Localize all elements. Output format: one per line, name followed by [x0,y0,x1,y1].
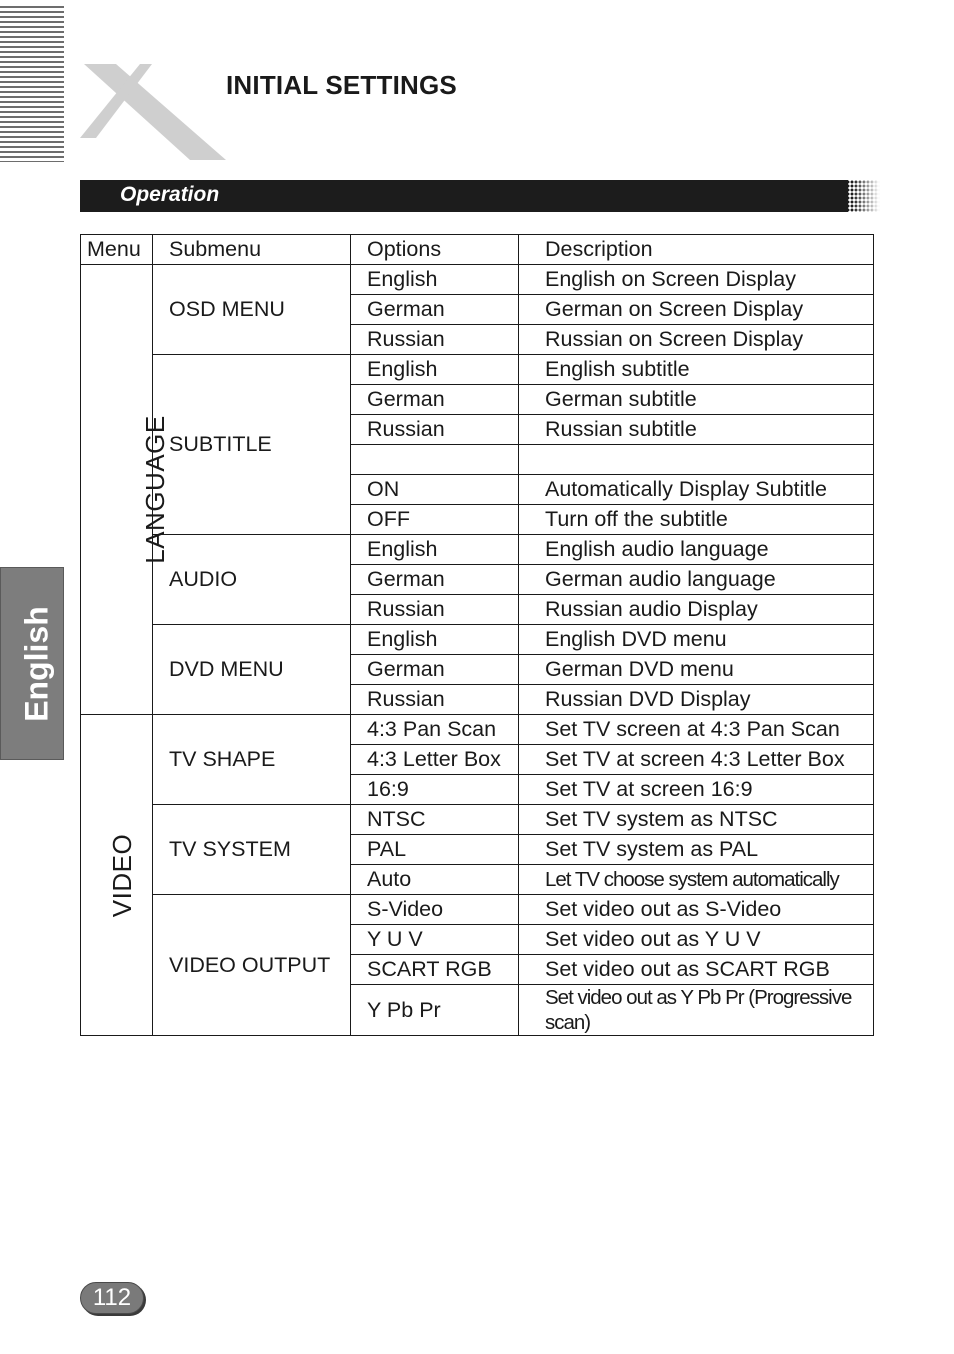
menu-cell [81,715,153,1036]
page-title: INITIAL SETTINGS [226,70,457,100]
option-cell: ON [351,475,519,505]
option-cell: German [351,295,519,325]
menu-label: VIDEO [107,833,138,917]
submenu-cell: VIDEO OUTPUT [153,895,351,1036]
description-cell: Set video out as Y Pb Pr (Progressive scan) [519,985,874,1036]
option-cell: S-Video [351,895,519,925]
submenu-cell: SUBTITLE [153,355,351,535]
submenu-cell: OSD MENU [153,265,351,355]
table-row [81,805,874,835]
description-cell: Set TV system as NTSC [519,805,874,835]
submenu-cell: TV SHAPE [153,715,351,805]
description-cell: Set video out as SCART RGB [519,955,874,985]
option-cell: English [351,355,519,385]
option-cell: English [351,265,519,295]
option-cell: German [351,385,519,415]
option-cell: NTSC [351,805,519,835]
submenu-cell: AUDIO [153,535,351,625]
option-cell: 4:3 Letter Box [351,745,519,775]
option-cell: Y Pb Pr [351,985,519,1036]
option-cell: Auto [351,865,519,895]
header-options: Options [351,235,519,265]
description-cell: German subtitle [519,385,874,415]
x-logo [78,60,228,162]
description-cell: Set TV at screen 4:3 Letter Box [519,745,874,775]
option-cell: English [351,535,519,565]
description-cell: English DVD menu [519,625,874,655]
submenu-cell: DVD MENU [153,625,351,715]
table-row [81,625,874,655]
table-row [81,265,874,295]
description-cell: German on Screen Display [519,295,874,325]
option-cell: Russian [351,415,519,445]
description-cell [519,445,874,475]
description-cell: Russian subtitle [519,415,874,445]
description-cell: Set TV screen at 4:3 Pan Scan [519,715,874,745]
option-cell: PAL [351,835,519,865]
header-description: Description [519,235,874,265]
option-cell: Russian [351,325,519,355]
language-side-tab-label: English [18,606,55,722]
option-cell: 4:3 Pan Scan [351,715,519,745]
description-cell: Russian on Screen Display [519,325,874,355]
description-cell: Set video out as S-Video [519,895,874,925]
option-cell: Y U V [351,925,519,955]
description-cell: Set TV at screen 16:9 [519,775,874,805]
description-cell: Turn off the subtitle [519,505,874,535]
option-cell: English [351,625,519,655]
settings-table [80,234,874,1036]
menu-cell [81,265,170,715]
option-cell: Russian [351,595,519,625]
decorative-stripes [0,6,64,162]
submenu-cell: TV SYSTEM [153,805,351,895]
section-bar-dots [838,180,880,212]
option-cell: Russian [351,685,519,715]
description-cell: Set TV system as PAL [519,835,874,865]
description-cell: Automatically Display Subtitle [519,475,874,505]
description-cell: German audio language [519,565,874,595]
description-cell: Let TV choose system automatically [519,865,874,895]
option-cell: 16:9 [351,775,519,805]
description-cell: English subtitle [519,355,874,385]
option-cell: German [351,565,519,595]
table-header-row [81,235,874,265]
description-cell: English audio language [519,535,874,565]
description-cell: English on Screen Display [519,265,874,295]
table-row [81,535,874,565]
page-number: 112 [80,1282,144,1314]
option-cell [351,445,519,475]
header-menu: Menu [81,235,153,265]
description-cell: German DVD menu [519,655,874,685]
option-cell: OFF [351,505,519,535]
menu-label: LANGUAGE [139,415,170,564]
table-row [81,715,874,745]
section-label: Operation [120,183,220,206]
table-row [81,355,874,385]
description-cell: Russian DVD Display [519,685,874,715]
header-submenu: Submenu [153,235,351,265]
table-row [81,895,874,925]
description-cell: Set video out as Y U V [519,925,874,955]
option-cell: SCART RGB [351,955,519,985]
option-cell: German [351,655,519,685]
description-cell: Russian audio Display [519,595,874,625]
